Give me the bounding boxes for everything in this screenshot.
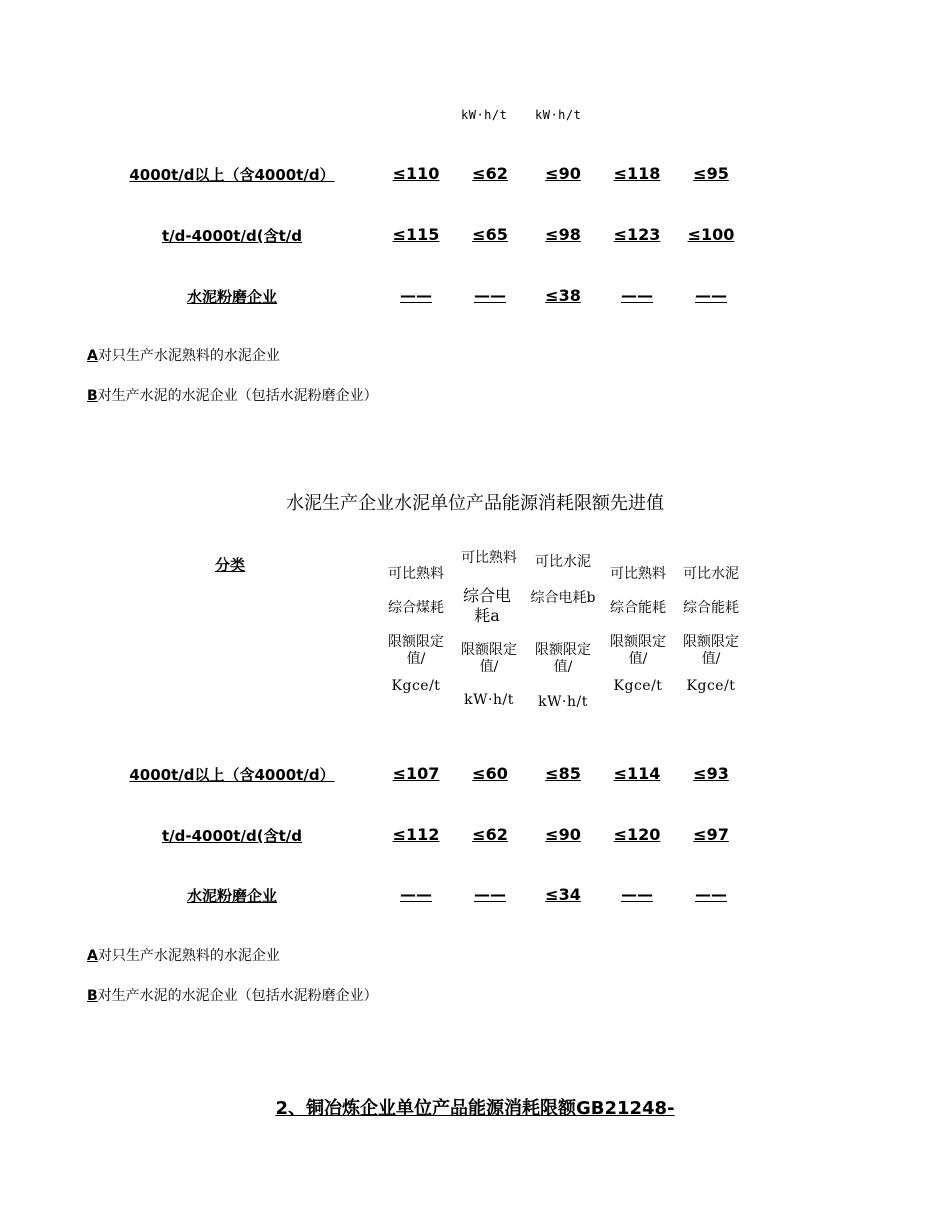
column-header — [675, 566, 747, 695]
column-header-unit: kW·h/t — [538, 694, 588, 710]
column-header-line1: 可比熟料 — [461, 550, 517, 566]
table-cell: ≤114 — [613, 764, 661, 783]
row-label: 水泥粉磨企业 — [186, 288, 277, 306]
column-header-unit: Kgce/t — [613, 678, 663, 694]
row-label: t/d-4000t/d(含t/d — [162, 827, 302, 845]
footnote-key: B — [87, 988, 98, 1004]
table-cell: —— — [695, 885, 727, 904]
table-cell: ≤115 — [392, 225, 440, 244]
column-header-line3: 限额限定值/ — [683, 634, 739, 667]
footnote-text: 对生产水泥的水泥企业（包括水泥粉磨企业） — [97, 988, 378, 1004]
table-cell: ≤90 — [545, 164, 581, 183]
table-cell: ≤85 — [545, 764, 581, 783]
table-title: 水泥生产企业水泥单位产品能源消耗限额先进值 — [286, 493, 664, 514]
column-header — [453, 550, 525, 709]
footnote-text: 对只生产水泥熟料的水泥企业 — [97, 948, 280, 964]
footnote-b — [87, 388, 387, 405]
footnote-key: A — [87, 948, 98, 964]
table-cell: ≤62 — [472, 825, 508, 844]
table-cell: ≤60 — [472, 764, 508, 783]
table-cell: ≤120 — [613, 825, 661, 844]
table-cell: ≤38 — [545, 286, 581, 305]
column-header-line2: 综合能耗 — [683, 600, 739, 616]
table-cell: ≤118 — [613, 164, 661, 183]
column-header-line1: 可比水泥 — [683, 566, 739, 582]
table-cell: —— — [400, 286, 432, 305]
table-cell: ≤100 — [687, 225, 735, 244]
category-header: 分类 — [215, 556, 246, 574]
column-header — [602, 566, 674, 695]
row-label: 4000t/d以上（含4000t/d） — [129, 766, 335, 784]
column-header-line3: 限额限定值/ — [610, 634, 666, 667]
unit-header-1: kW·h/t — [461, 108, 508, 122]
row-label: t/d-4000t/d(含t/d — [162, 227, 302, 245]
row-label: 水泥粉磨企业 — [186, 887, 277, 905]
table-cell: ≤112 — [392, 825, 440, 844]
table-cell: ≤90 — [545, 825, 581, 844]
footnote-text: 对只生产水泥熟料的水泥企业 — [97, 348, 280, 364]
column-header-line2: 综合电耗a — [462, 586, 511, 625]
column-header-line3: 限额限定值/ — [461, 642, 517, 675]
footnote-a — [87, 948, 387, 965]
table-cell: —— — [474, 885, 506, 904]
table-cell: ≤123 — [613, 225, 661, 244]
table-cell: ≤95 — [693, 164, 729, 183]
footnote-key: A — [87, 348, 98, 364]
footnote-b — [87, 988, 387, 1005]
table-cell: ≤93 — [693, 764, 729, 783]
table-cell: ≤62 — [472, 164, 508, 183]
column-header-unit: Kgce/t — [391, 678, 441, 694]
column-header-line3: 限额限定值/ — [535, 642, 591, 675]
table-cell: ≤110 — [392, 164, 440, 183]
footnote-a — [87, 348, 387, 365]
row-label: 4000t/d以上（含4000t/d） — [129, 166, 335, 184]
unit-header-2: kW·h/t — [535, 108, 582, 122]
column-header-line1: 可比熟料 — [610, 566, 666, 582]
column-header-line2: 综合电耗b — [530, 590, 596, 606]
column-header-line2: 综合煤耗 — [388, 600, 444, 616]
table-cell: ≤65 — [472, 225, 508, 244]
footnote-key: B — [87, 388, 98, 404]
table-cell: ≤34 — [545, 885, 581, 904]
column-header-line1: 可比水泥 — [535, 554, 591, 570]
section-heading: 2、铜冶炼企业单位产品能源消耗限额GB21248- — [275, 1098, 675, 1119]
column-header-unit: Kgce/t — [686, 678, 736, 694]
table-cell: ≤107 — [392, 764, 440, 783]
table-cell: —— — [621, 885, 653, 904]
table-cell: —— — [695, 286, 727, 305]
table-cell: ≤97 — [693, 825, 729, 844]
column-header — [527, 554, 599, 711]
column-header-line2: 综合能耗 — [610, 600, 666, 616]
column-header-unit: kW·h/t — [464, 692, 514, 708]
footnote-text: 对生产水泥的水泥企业（包括水泥粉磨企业） — [97, 388, 378, 404]
column-header-line3: 限额限定值/ — [388, 634, 444, 667]
table-cell: —— — [621, 286, 653, 305]
table-cell: —— — [400, 885, 432, 904]
table-cell: ≤98 — [545, 225, 581, 244]
column-header — [380, 566, 452, 695]
table-cell: —— — [474, 286, 506, 305]
column-header-line1: 可比熟料 — [388, 566, 444, 582]
